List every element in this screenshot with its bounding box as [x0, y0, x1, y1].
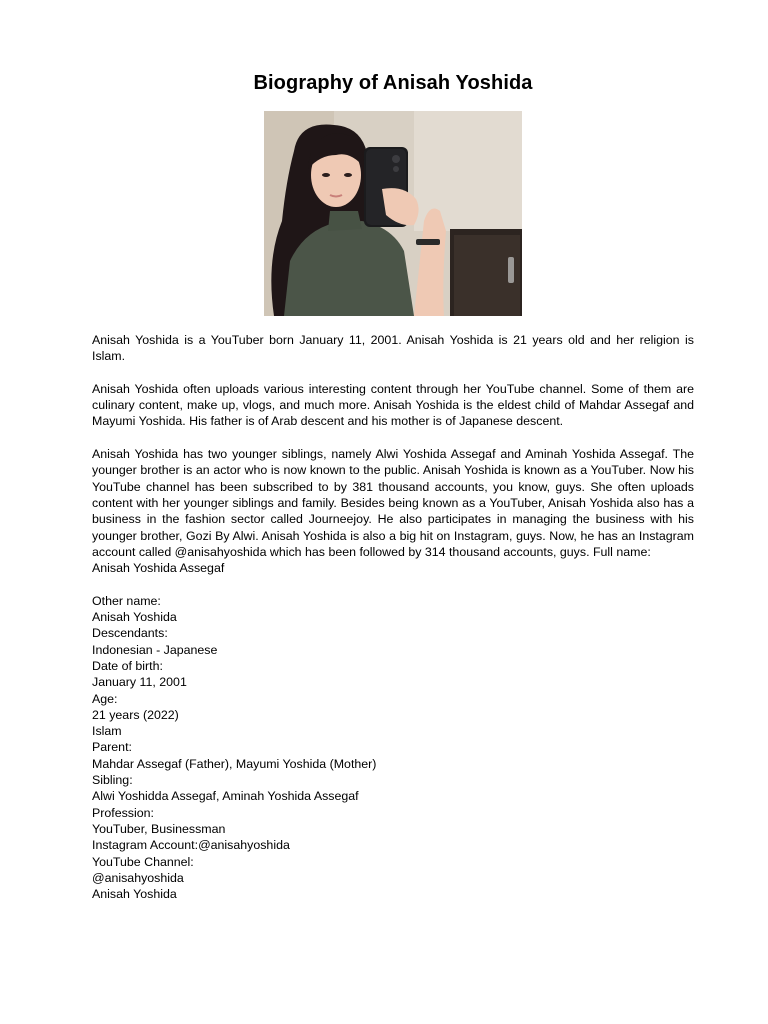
paragraph-siblings: Anisah Yoshida has two younger siblings, namely Alwi Yoshida Assegaf and Aminah Yoshida Assegaf. The younger brother is an actor who is now known to the public. Anisah Yoshida is known as a YouTuber. Now his YouTube channel has been subscribed to by 381 thousand accounts, you know, guys. She often uploads content with her younger siblings and family. Besides being known as a YouTuber, Anisah Yoshida also has a business in the fashion sector called Journeejoy. He also participates in managing the business with his younger brother, Gozi By Alwi. Anisah Yoshida is also a big hit on Instagram, guys. Now, he has an Instagram account called @anisahyoshida which has been followed by 314 thousand accounts, guys. Full name: [92, 447, 694, 559]
youtube-channel-handle: @anisahyoshida [92, 870, 184, 885]
detail-value-descendants: Indonesian - Japanese [92, 642, 218, 657]
page-title: Biography of Anisah Yoshida [253, 72, 533, 94]
biography-body [92, 332, 694, 902]
youtube-channel-label: YouTube Channel: [92, 854, 194, 869]
detail-label-sibling: Sibling: [92, 773, 133, 788]
paragraph-content: Anisah Yoshida often uploads various interesting content through her YouTube channel. Some of them are culinary content, make up, vlogs, and much more. Anisah Yoshida is the eldest child of Mahdar Assegaf and Mayumi Yoshida. His father is of Arab descent and his mother is of Japanese descent. [92, 381, 694, 429]
detail-label-date-of-birth: Date of birth: [92, 658, 163, 673]
detail-value-parent: Mahdar Assegaf (Father), Mayumi Yoshida (Mother) [92, 756, 377, 771]
detail-value-sibling: Alwi Yoshidda Assegaf, Aminah Yoshida Assegaf [92, 789, 359, 804]
detail-label-other-name: Other name: [92, 593, 161, 608]
portrait-photo [264, 111, 522, 316]
paragraph-intro: Anisah Yoshida is a YouTuber born January 11, 2001. Anisah Yoshida is 21 years old and her religion is Islam. [92, 333, 694, 364]
full-name-value: Anisah Yoshida Assegaf [92, 561, 225, 576]
youtube-channel-name: Anisah Yoshida [92, 887, 177, 902]
detail-label-parent: Parent: [92, 740, 132, 755]
instagram-account-line: Instagram Account:@anisahyoshida [92, 838, 290, 853]
detail-label-descendants: Descendants: [92, 626, 168, 641]
detail-label-profession: Profession: [92, 805, 154, 820]
detail-value-religion: Islam [92, 724, 122, 739]
detail-value-date-of-birth: January 11, 2001 [92, 675, 187, 690]
detail-value-profession: YouTuber, Businessman [92, 821, 226, 836]
detail-value-other-name: Anisah Yoshida [92, 610, 177, 625]
detail-value-age: 21 years (2022) [92, 707, 179, 722]
detail-label-age: Age: [92, 691, 118, 706]
